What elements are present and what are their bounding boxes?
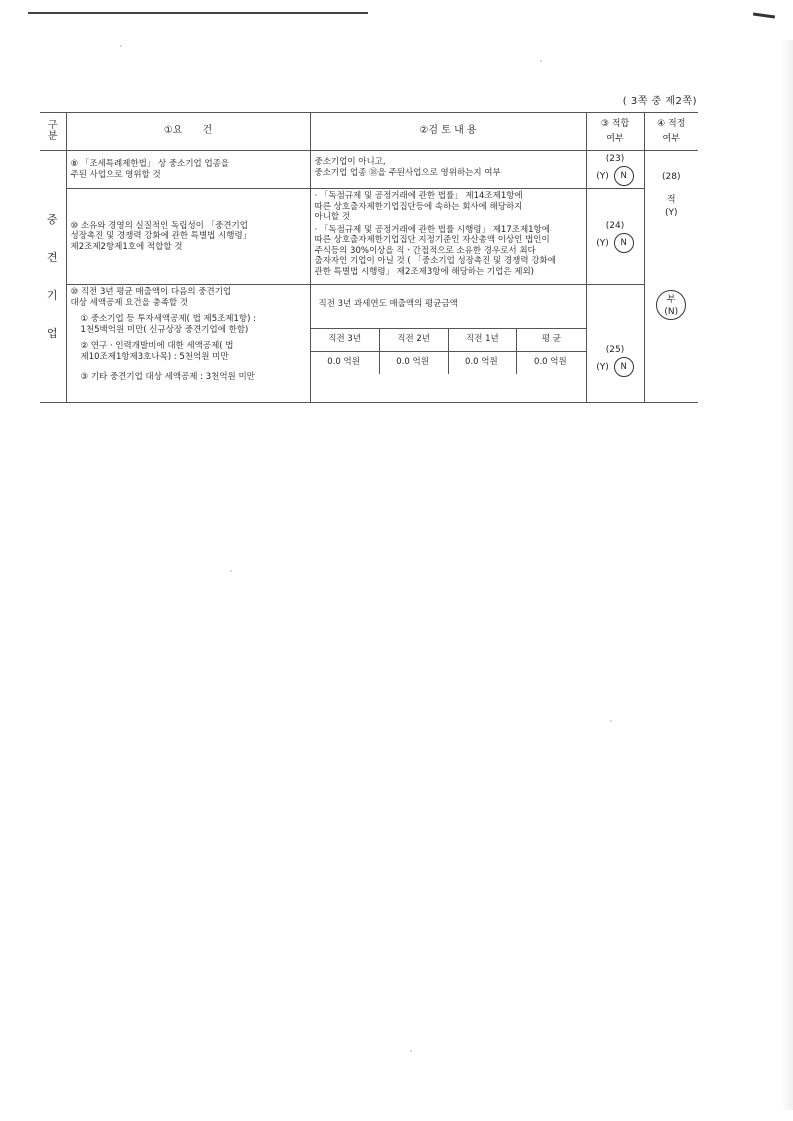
- category-char: 업: [46, 326, 59, 340]
- fit-number: (24): [605, 221, 625, 231]
- requirement-cell: ⑧ 「조세특례제한법」 상 중소기업 업종을 주된 사업으로 영위할 것: [66, 151, 310, 189]
- sales-header-row: [311, 328, 586, 351]
- requirement-item: ② 연구 · 인력개발비에 대한 세액공제( 법 제10조제1항제3호나목) : 5천억원 미만: [80, 341, 234, 362]
- fit-yes: (Y): [596, 238, 609, 249]
- header-gubun: 구분: [40, 113, 66, 151]
- sales-value: 0.0 억원: [448, 351, 517, 374]
- appropriate-circle-bottom: (N): [664, 307, 679, 317]
- category-char: 견: [46, 250, 59, 264]
- header-requirement: ①요 건: [66, 113, 310, 151]
- sales-value-row: [311, 351, 586, 374]
- review-cell: [310, 285, 586, 403]
- sales-table: [311, 328, 586, 374]
- appropriate-number: (28): [662, 172, 681, 182]
- header-review: ②검 토 내 용: [310, 113, 586, 151]
- appropriate-yes: (Y): [664, 208, 678, 218]
- sales-value: 0.0 억원: [517, 351, 586, 374]
- appropriate-text: 적: [666, 195, 676, 205]
- requirement-item: ① 중소기업 등 투자세액공제( 법 제5조제1항) : 1천5백억원 미만( 신규상장 중견기업에 한함): [80, 314, 257, 335]
- appropriate-cell: [644, 151, 698, 403]
- fit-no-circled: N: [614, 233, 634, 253]
- sales-header: 직전 3년: [311, 328, 380, 351]
- scan-speck: [540, 60, 542, 62]
- requirement-cell: [66, 285, 310, 403]
- table-row: [40, 151, 698, 189]
- fit-cell: [586, 189, 644, 285]
- sales-value: 0.0 억원: [311, 351, 380, 374]
- fit-number: (23): [605, 154, 625, 164]
- requirement-cell: ⑩ 소유와 경영의 실질적인 독립성이 「중견기업 성장촉진 및 경쟁력 강화에 관한 특별법 시행령」 제2조제2항제1호에 적합할 것: [66, 189, 310, 285]
- review-table: [40, 112, 698, 403]
- fit-cell: [586, 285, 644, 403]
- sales-header: 직전 1년: [448, 328, 517, 351]
- review-title: 직전 3년 과세연도 매출액의 평균금액: [318, 299, 458, 309]
- header-appropriate: ④ 적정 여부: [644, 113, 698, 151]
- sales-value: 0.0 억원: [379, 351, 448, 374]
- category-char: 기: [46, 288, 59, 302]
- scan-speck: [230, 570, 232, 572]
- review-item: · 「독점규제 및 공정거래에 관한 법률 시행령」 제17조제1항에 따른 상호출자제한기업집단 지정기준인 자산총액 이상인 법인이 주식등의 30%이상을 직ㆍ간접적으로 소유한 경우로서 최다 출자자인 기업이 아닐 것 ( 「중소기업 성장촉진 및 경쟁력 강화에 관한 특별법 시행령」 제2조제3항에 해당하는 기업은 제외): [314, 224, 556, 277]
- review-cell: [310, 189, 586, 285]
- appropriate-no-circled: [656, 290, 686, 320]
- scan-speck: [610, 720, 612, 722]
- table-row: [40, 285, 698, 403]
- requirement-item: ③ 기타 중견기업 대상 세액공제 : 3천억원 미만: [80, 372, 255, 382]
- scan-speck: [410, 1050, 412, 1052]
- fit-yes: (Y): [596, 171, 609, 182]
- scan-speck: [120, 45, 122, 47]
- fit-yes: (Y): [596, 362, 609, 373]
- header-row: [40, 113, 698, 151]
- page-number: ( 3쪽 중 제2쪽): [622, 96, 697, 107]
- requirement-main: ⑩ 직전 3년 평균 매출액이 다음의 중견기업 대상 세액공제 요건을 충족할 것: [70, 287, 232, 308]
- table-row: [40, 189, 698, 285]
- review-item: · 「독점규제 및 공정거래에 관한 법률」 제14조제1항에 따른 상호출자제한기업집단등에 속하는 회사에 해당하지 아니할 것: [314, 191, 523, 222]
- scan-right-edge: [781, 40, 793, 1110]
- category-label: [40, 151, 66, 403]
- fit-cell: [586, 151, 644, 189]
- appropriate-circle-top: 부: [666, 295, 676, 305]
- category-char: 중: [46, 212, 59, 226]
- review-cell: 중소기업이 아니고, 중소기업 업종 ⑱을 주된사업으로 영위하는지 여부: [310, 151, 586, 189]
- fit-number: (25): [605, 345, 625, 355]
- sales-header: 직전 2년: [379, 328, 448, 351]
- fit-no-circled: N: [614, 166, 634, 186]
- sales-header: 평 균: [517, 328, 586, 351]
- header-fit: ③ 적합 여부: [586, 113, 644, 151]
- fit-no-circled: N: [614, 357, 634, 377]
- scan-corner-mark: [753, 12, 775, 18]
- scan-top-line: [28, 12, 368, 14]
